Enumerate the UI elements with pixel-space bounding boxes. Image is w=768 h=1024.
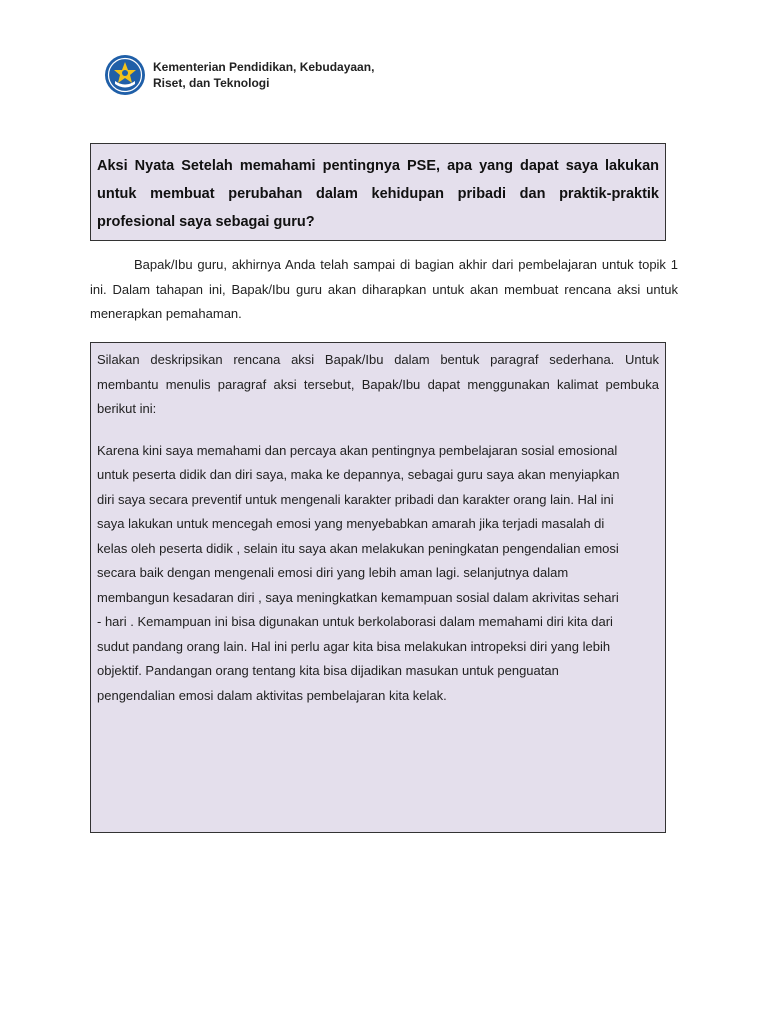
answer-line: sudut pandang orang lain. Hal ini perlu agar kita bisa melakukan intropeksi diri yang lebih xyxy=(97,638,611,654)
answer-line: objektif. Pandangan orang tentang kita bisa dijadikan masukan untuk penguatan xyxy=(97,663,559,678)
ministry-name-line1: Kementerian Pendidikan, Kebudayaan, xyxy=(153,60,375,74)
answer-line: Karena kini saya memahami dan percaya akan pentingnya pembelajaran sosial emosional xyxy=(97,442,618,458)
intro-paragraph: Bapak/Ibu guru, akhirnya Anda telah sampai di bagian akhir dari pembelajaran untuk topik 1 ini. Dalam tahapan ini, Bapak/Ibu guru akan diharapkan untuk akan membuat rencana aksi untuk menerapkan pemahaman. xyxy=(90,257,678,321)
question-box xyxy=(90,143,666,241)
ministry-name xyxy=(153,59,374,91)
answer-line: pengendalian emosi dalam aktivitas pembelajaran kita kelak. xyxy=(97,687,447,703)
answer-text[interactable] xyxy=(97,439,659,709)
answer-line: saya lakukan untuk mencegah emosi yang menyebabkan amarah jika terjadi masalah di xyxy=(97,516,605,531)
answer-line: - hari . Kemampuan ini bisa digunakan untuk berkolaborasi dalam memahami diri kita dari xyxy=(97,614,613,629)
answer-line: membangun kesadaran diri , saya meningkatkan kemampuan sosial dalam akrivitas sehari xyxy=(97,589,619,605)
ministry-name-line2: Riset, dan Teknologi xyxy=(153,76,270,90)
ministry-logo-icon xyxy=(104,54,146,96)
ministry-header xyxy=(104,54,374,96)
answer-line: kelas oleh peserta didik , selain itu saya akan melakukan peningkatan pengendalian emosi xyxy=(97,540,619,556)
answer-prompt: Silakan deskripsikan rencana aksi Bapak/Ibu dalam bentuk paragraf sederhana. Untuk membantu menulis paragraf aksi tersebut, Bapak/Ibu dapat menggunakan kalimat pembuka berikut ini: xyxy=(97,352,659,416)
question-text: Aksi Nyata Setelah memahami pentingnya PSE, apa yang dapat saya lakukan untuk membuat perubahan dalam kehidupan pribadi dan praktik-praktik profesional saya sebagai guru? xyxy=(97,158,659,230)
answer-line: diri saya secara preventif untuk mengenali karakter pribadi dan karakter orang lain. Hal ini xyxy=(97,491,614,507)
answer-line: secara baik dengan mengenali emosi diri yang lebih aman lagi. selanjutnya dalam xyxy=(97,565,569,580)
answer-line: untuk peserta didik dan diri saya, maka ke depannya, sebagai guru saya akan menyiapkan xyxy=(97,467,620,482)
answer-box[interactable] xyxy=(90,342,666,833)
